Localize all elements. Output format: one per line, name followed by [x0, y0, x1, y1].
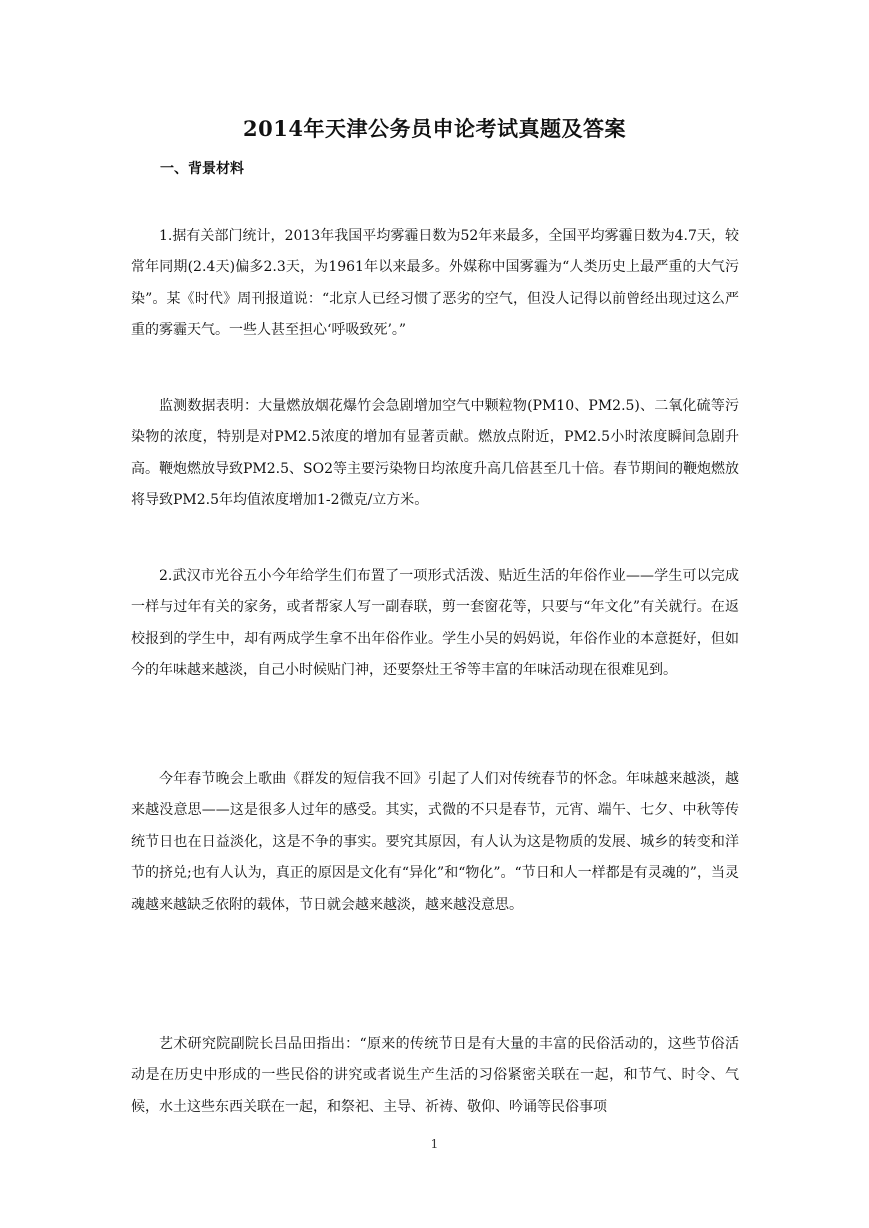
document-title: 2014年天津公务员申论考试真题及答案 — [243, 116, 626, 141]
page-number: 1 — [430, 1137, 439, 1151]
section-heading: 一、背景材料 — [160, 161, 244, 177]
paragraph-smog-statistics: 1.据有关部门统计，2013年我国平均雾霾日数为52年来最多，全国平均雾霾日数为4.7天，较常年同期(2.4天)偏多2.3天，为1961年以来最多。外媒称中国雾霾为“人类历史上最严重的大气污染”。某《时代》周刊报道说：“北京人已经习惯了恶劣的空气，但没人记得以前曾经出现过这么严重的雾霾天气。一些人甚至担心‘呼吸致死’。” — [131, 228, 739, 339]
paragraph-festival-decline: 今年春节晚会上歌曲《群发的短信我不回》引起了人们对传统春节的怀念。年味越来越淡，越来越没意思——这是很多人过年的感受。其实，式微的不只是春节，元宵、端午、七夕、中秋等传统节日也在日益淡化，这是不争的事实。要究其原因，有人认为这是物质的发展、城乡的转变和洋节的挤兑;也有人认为，真正的原因是文化有“异化”和“物化”。“节日和人一样都是有灵魂的”，当灵魂越来越缺乏依附的载体，节日就会越来越淡，越来越没意思。 — [131, 771, 739, 913]
paragraph-fireworks-pollution: 监测数据表明：大量燃放烟花爆竹会急剧增加空气中颗粒物(PM10、PM2.5)、二氧化硫等污染物的浓度，特别是对PM2.5浓度的增加有显著贡献。燃放点附近，PM2.5小时浓度瞬间急剧升高。鞭炮燃放导致PM2.5、SO2等主要污染物日均浓度升高几倍甚至几十倍。春节期间的鞭炮燃放将导致PM2.5年均值浓度增加1-2微克/立方米。 — [131, 398, 739, 509]
paragraph-expert-opinion: 艺术研究院副院长吕品田指出：“原来的传统节日是有大量的丰富的民俗活动的，这些节俗活动是在历史中形成的一些民俗的讲究或者说生产生活的习俗紧密关联在一起，和节气、时令、气候，水土这些东西关联在一起，和祭祀、主导、祈祷、敬仰、吟诵等民俗事项 — [131, 1036, 739, 1115]
paragraph-new-year-homework: 2.武汉市光谷五小今年给学生们布置了一项形式活泼、贴近生活的年俗作业——学生可以完成一样与过年有关的家务，或者帮家人写一副春联，剪一套窗花等，只要与“年文化”有关就行。在返校报到的学生中，却有两成学生拿不出年俗作业。学生小吴的妈妈说，年俗作业的本意挺好，但如今的年味越来越淡，自己小时候贴门神，还要祭灶王爷等丰富的年味活动现在很难见到。 — [131, 568, 739, 679]
